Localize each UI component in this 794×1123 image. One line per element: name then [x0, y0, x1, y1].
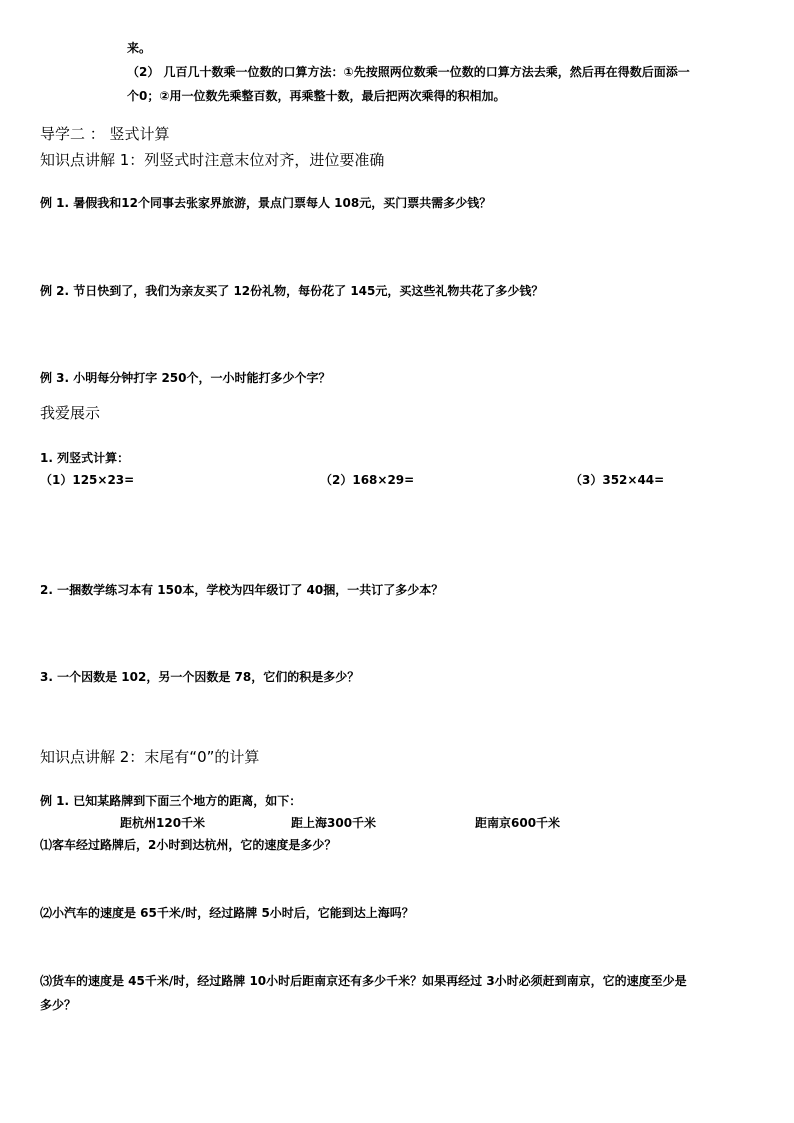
calc-item-2: （2）168×29=: [320, 473, 415, 487]
intro-line-3: 个0；②用一位数先乘整百数，再乘整十数，最后把两次乘得的积相加。: [127, 89, 506, 103]
distance-hangzhou: 距杭州120千米: [120, 816, 206, 830]
calc-item-3: （3）352×44=: [570, 473, 665, 487]
example-1: 例 1. 暑假我和12个同事去张家界旅游，景点门票每人 108元，买门票共需多少钱？: [40, 196, 492, 210]
distance-shanghai: 距上海300千米: [291, 816, 377, 830]
question-2: 2. 一捆数学练习本有 150本，学校为四年级订了 40捆，一共订了多少本？: [40, 583, 444, 597]
kp2-example-1: 例 1. 已知某路牌到下面三个地方的距离，如下：: [40, 794, 302, 808]
sub-question-2: ⑵小汽车的速度是 65千米/时，经过路牌 5小时后，它能到达上海吗？: [40, 906, 414, 920]
intro-line-1: 来。: [127, 41, 152, 55]
intro-line-2: （2） 几百几十数乘一位数的口算方法：①先按照两位数乘一位数的口算方法去乘，然后再在得数后面添一: [127, 65, 690, 79]
question-3: 3. 一个因数是 102，另一个因数是 78，它们的积是多少？: [40, 670, 360, 684]
show-title: 我爱展示: [40, 404, 101, 422]
question-1-title: 1. 列竖式计算：: [40, 451, 130, 465]
knowledge-point-2: 知识点讲解 2：末尾有“0”的计算: [40, 748, 260, 766]
example-3: 例 3. 小明每分钟打字 250个，一小时能打多少个字？: [40, 371, 331, 385]
sub-question-3-line-2: 多少？: [40, 998, 77, 1012]
section-title: 导学二 ： 竖式计算: [40, 125, 170, 143]
sub-question-1: ⑴客车经过路牌后，2小时到达杭州，它的速度是多少？: [40, 838, 337, 852]
calc-item-1: （1）125×23=: [40, 473, 135, 487]
sub-question-3-line-1: ⑶货车的速度是 45千米/时，经过路牌 10小时后距南京还有多少千米？如果再经过 3小时必须赶到南京，它的速度至少是: [40, 974, 687, 988]
example-2: 例 2. 节日快到了，我们为亲友买了 12份礼物，每份花了 145元，买这些礼物共花了多少钱？: [40, 284, 544, 298]
distance-nanjing: 距南京600千米: [475, 816, 561, 830]
knowledge-point-1: 知识点讲解 1：列竖式时注意末位对齐，进位要准确: [40, 151, 385, 169]
